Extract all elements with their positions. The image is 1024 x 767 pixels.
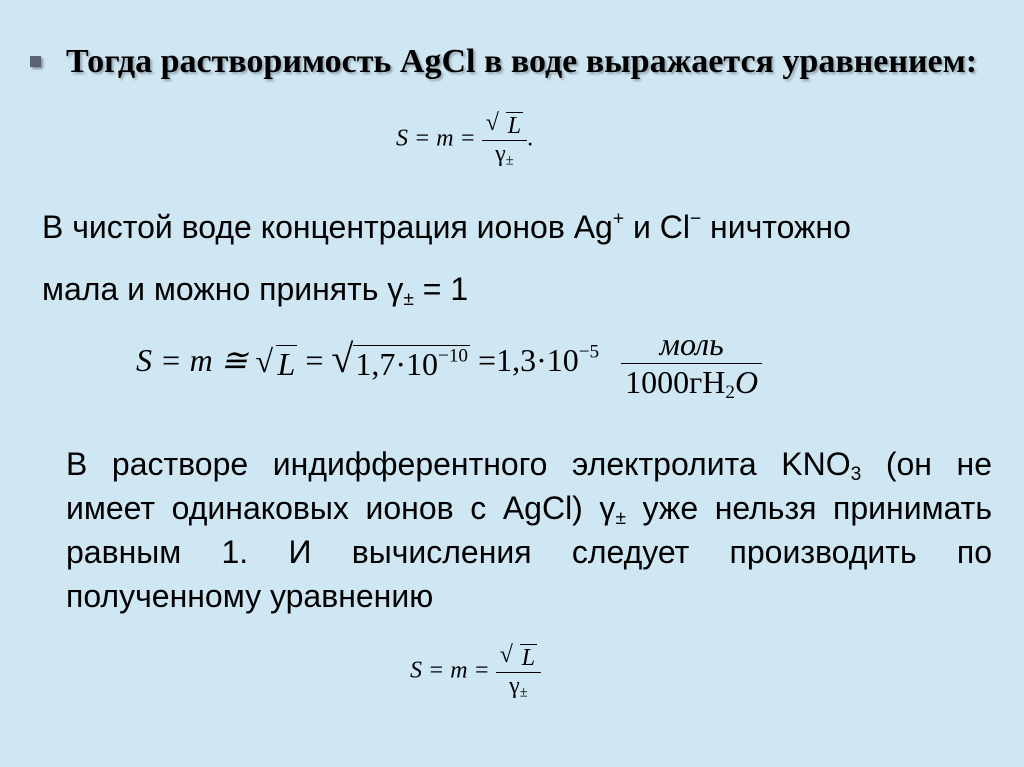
formula1-denominator: γ xyxy=(495,141,506,167)
para3-text-a: В растворе индифферентного электролита KNO xyxy=(66,446,851,482)
formula2-unit-den-sub: 2 xyxy=(725,381,735,403)
formula2-root2 xyxy=(331,335,470,383)
formula2-eq1: = xyxy=(305,341,324,378)
formula2-root2-base: 1,7·10 xyxy=(355,345,439,382)
para1-text-a: В чистой воде концентрация ионов Ag xyxy=(42,209,613,245)
formula3-den-sub: ± xyxy=(519,684,528,701)
para3-text-b: (он не имеет одинаковых ионов с AgCl) γ xyxy=(66,446,992,526)
formula2-unit-num: моль xyxy=(659,326,724,362)
formula2-unit-den-b: O xyxy=(734,364,759,400)
formula3-denominator: γ xyxy=(509,673,520,699)
formula3-numerator: L xyxy=(521,645,536,671)
para3-sub-a: 3 xyxy=(850,463,862,485)
sqrt-icon: √ xyxy=(485,110,499,136)
formula3-fraction xyxy=(496,644,541,700)
formula1-fraction xyxy=(482,112,527,168)
formula2-unit-den-a: 1000гH xyxy=(625,364,726,400)
paragraph-pure-water xyxy=(42,204,851,250)
sqrt-icon: √ xyxy=(255,342,274,379)
formula2-root2-exp: −10 xyxy=(438,345,469,367)
slide-heading: Тогда растворимость AgCl в воде выражается уравнением: xyxy=(66,43,978,80)
para3-text-c: уже нельзя принимать равным 1. И вычисления следует производить по полученному уравнению xyxy=(66,490,993,614)
formula1-trail: . xyxy=(527,125,534,152)
formula2-unit-fraction xyxy=(621,326,762,401)
para2-sub: ± xyxy=(403,288,414,310)
formula2-exp2: −5 xyxy=(578,341,600,363)
formula1-lhs: S = m = xyxy=(396,125,476,152)
formula1-den-sub: ± xyxy=(505,152,514,169)
bullet-icon xyxy=(30,56,41,67)
para1-text-c: ничтожно xyxy=(701,209,851,245)
formula-solubility-1 xyxy=(396,112,533,168)
formula2-eq2: =1,3·10 xyxy=(478,341,579,378)
formula-solubility-numeric xyxy=(136,326,762,401)
formula2-root1 xyxy=(255,342,298,383)
formula1-root xyxy=(486,112,523,140)
para2-text-end: = 1 xyxy=(413,271,469,307)
formula1-numerator: L xyxy=(507,113,522,139)
para1-sup-b: − xyxy=(689,208,702,230)
paragraph-assume-gamma xyxy=(42,266,468,312)
formula3-root xyxy=(500,644,537,672)
sqrt-icon: √ xyxy=(499,642,513,668)
formula3-lhs: S = m = xyxy=(410,657,490,684)
formula2-lhs: S = m ≅ xyxy=(136,341,248,378)
formula-solubility-2 xyxy=(410,644,541,700)
para1-sup-a: + xyxy=(612,208,625,230)
para2-text: мала и можно принять γ xyxy=(42,271,404,307)
sqrt-icon: √ xyxy=(331,335,354,381)
formula2-root1-value: L xyxy=(277,345,296,382)
paragraph-indifferent-electrolyte xyxy=(66,442,992,618)
para3-sub-b: ± xyxy=(615,507,626,529)
para1-text-b: и Cl xyxy=(624,209,690,245)
